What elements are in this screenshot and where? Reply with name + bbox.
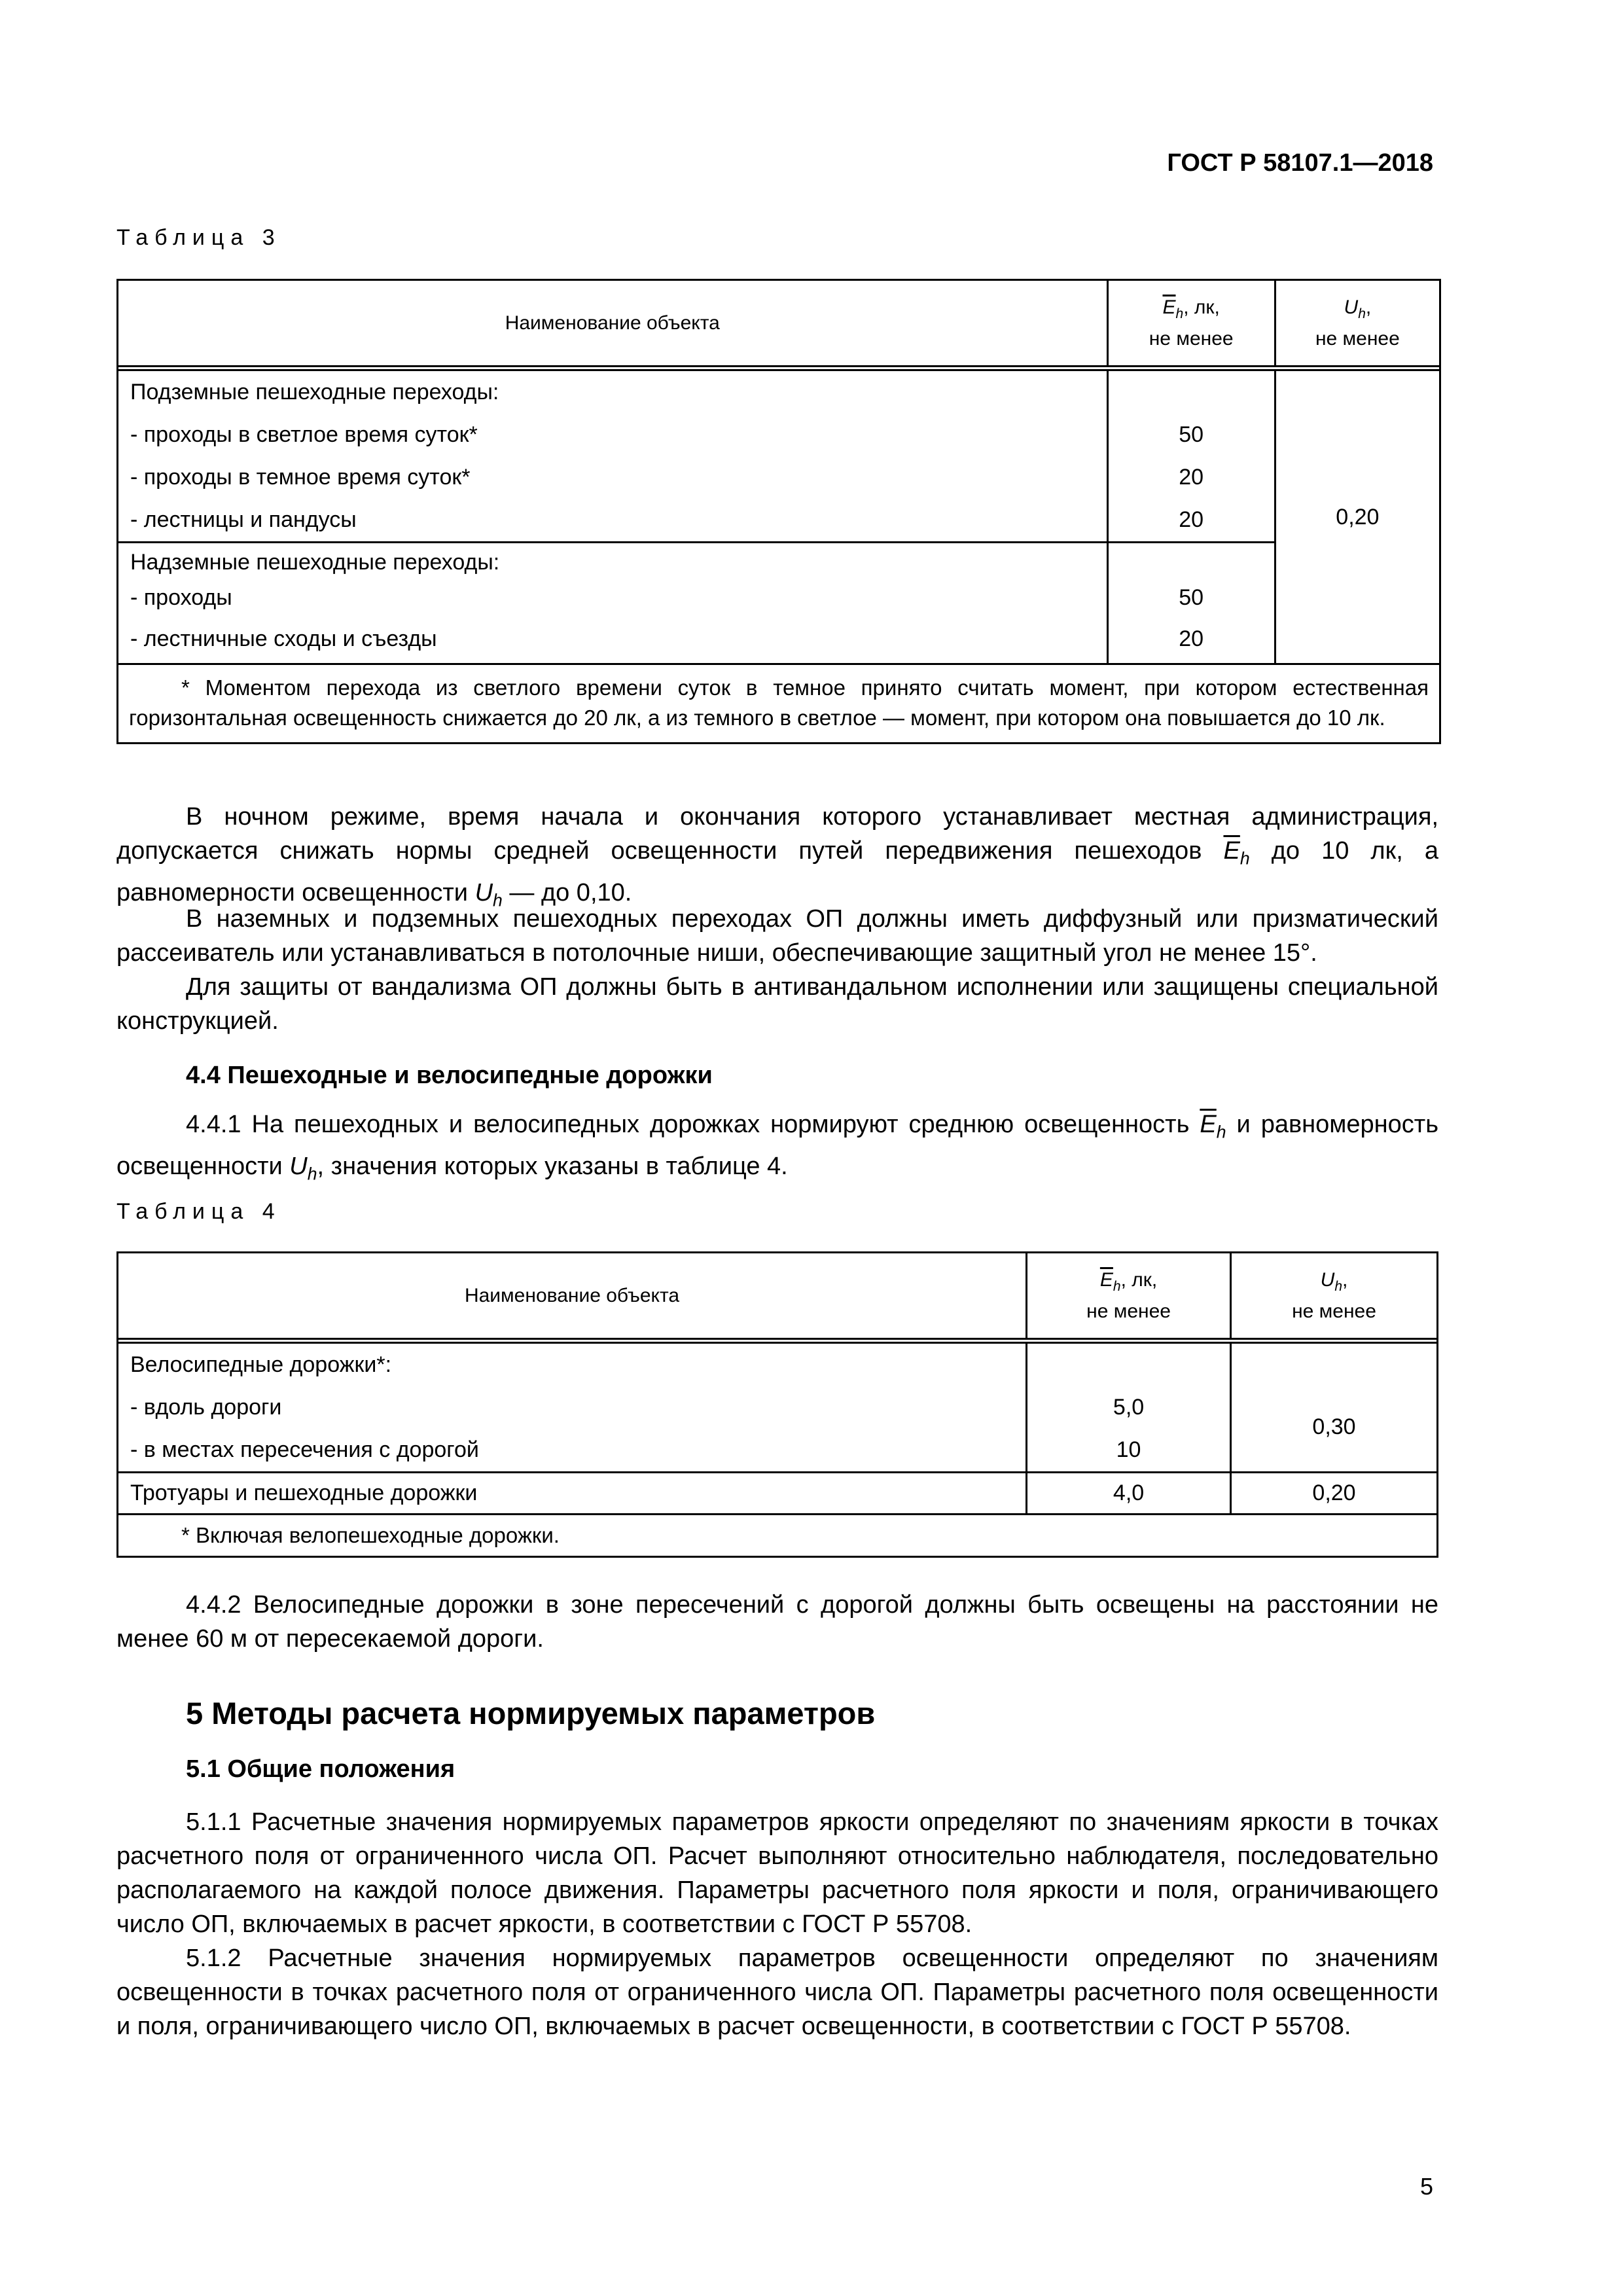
table3-group2-title: Надземные пешеходные переходы: <box>130 549 500 575</box>
list-item: - проходы в светлое время суток* <box>130 422 478 447</box>
table-cell: 20 <box>1179 465 1204 490</box>
table3-caption: Таблица 3 <box>116 225 281 250</box>
list-item: - лестничные сходы и съезды <box>130 626 437 651</box>
table3-group1-values <box>1107 370 1275 543</box>
table3-group1 <box>118 370 1108 543</box>
paragraph-4-4-1: 4.4.1 На пешеходных и велосипедных дорожках нормируют среднюю освещенность $\overline{E}_h$ и равномерность освещенности $U_h$, значения которых указаны в таблице 4. <box>116 1111 1438 1184</box>
table4-caption: Таблица 4 <box>116 1199 281 1224</box>
paragraph-5-1-1: 5.1.1 Расчетные значения нормируемых параметров яркости определяют по значениям яркости в точках расчетного поля от ограниченного числа ОП. Расчет выполняют относительно наблюдателя, последовательно располагаемого на каждой полосе движения. Параметры расчетного поля яркости и поля, ограничивающего число ОП, включаемых в расчет яркости, в соответствии с ГОСТ Р 55708. <box>116 1808 1438 1938</box>
section-4-4-heading: 4.4 Пешеходные и велосипедные дорожки <box>186 1062 713 1089</box>
table-cell: 4,0 <box>1027 1473 1231 1515</box>
paragraph-night-mode: В ночном режиме, время начала и окончания которого устанавливает местная администрация, допускается снижать нормы средней освещенности путей передвижения пешеходов $\overline{E}_h$ до 10 лк, а равномерности освещенности $U_h$ — до 0,10. <box>116 803 1438 910</box>
section-5-1-heading: 5.1 Общие положения <box>186 1755 455 1783</box>
list-item: - в местах пересечения с дорогой <box>130 1437 479 1462</box>
page-number: 5 <box>1419 2173 1433 2200</box>
table4-group1-uniformity: 0,30 <box>1231 1343 1438 1473</box>
table4-group1 <box>118 1343 1027 1473</box>
table3-uniformity-value: 0,20 <box>1275 370 1440 664</box>
table3-group2 <box>118 543 1108 664</box>
table3 <box>116 279 1441 744</box>
table4-col-name: Наименование объекта <box>118 1253 1027 1339</box>
list-item: - лестницы и пандусы <box>130 507 357 532</box>
table4-col-uniformity: $U_h$, не менее <box>1231 1253 1438 1339</box>
table4 <box>116 1251 1438 1558</box>
section-5-heading: 5 Методы расчета нормируемых параметров <box>186 1696 876 1731</box>
table-cell: 20 <box>1179 626 1204 651</box>
table-cell: Тротуары и пешеходные дорожки <box>118 1473 1027 1515</box>
paragraph-5-1-2: 5.1.2 Расчетные значения нормируемых параметров освещенности определяют по значениям освещенности в точках расчетного поля от ограниченного числа ОП. Параметры расчетного поля освещенности и поля, ограничивающего число ОП, включаемых в расчет освещенности, в соответствии с ГОСТ Р 55708. <box>116 1945 1438 2040</box>
table-cell: 50 <box>1179 422 1204 447</box>
list-item: - проходы <box>130 584 232 610</box>
table-cell: 50 <box>1179 584 1204 610</box>
table-cell: 10 <box>1116 1437 1141 1462</box>
list-item: - проходы в темное время суток* <box>130 465 471 490</box>
table-cell: 20 <box>1179 507 1204 532</box>
paragraph-crossings: В наземных и подземных пешеходных переходах ОП должны иметь диффузный или призматический рассеиватель или устанавливаться в потолочные ниши, обеспечивающие защитный угол не менее 15°. <box>116 905 1438 967</box>
table-cell: 0,20 <box>1231 1473 1438 1515</box>
paragraph-vandalism: Для защиты от вандализма ОП должны быть в антивандальном исполнении или защищены специальной конструкцией. <box>116 973 1438 1035</box>
list-item: - вдоль дороги <box>130 1395 282 1420</box>
paragraph-4-4-2: 4.4.2 Велосипедные дорожки в зоне пересечений с дорогой должны быть освещены на расстоянии не менее 60 м от пересекаемой дороги. <box>116 1591 1438 1653</box>
table4-group1-values <box>1027 1343 1231 1473</box>
table4-footnote: * Включая велопешеходные дорожки. <box>118 1515 1438 1557</box>
document-code: ГОСТ Р 58107.1—2018 <box>1167 149 1433 177</box>
table3-col-name: Наименование объекта <box>118 280 1108 367</box>
table-row <box>118 1473 1438 1515</box>
table4-col-illuminance: $\overline{E}_h$, лк, не менее <box>1027 1253 1231 1339</box>
table-cell: 5,0 <box>1113 1395 1145 1420</box>
table3-col-illuminance: $\overline{E}_h$, лк, не менее <box>1107 280 1275 367</box>
table3-group2-values <box>1107 543 1275 664</box>
table3-group1-title: Подземные пешеходные переходы: <box>130 380 499 404</box>
table4-group1-title: Велосипедные дорожки*: <box>130 1352 392 1377</box>
table3-footnote: * Моментом перехода из светлого времени суток в темное принято считать момент, при котором естественная горизонтальная освещенность снижается до 20 лк, а из темного в светлое — момент, при котором она повышается до 10 лк. <box>118 664 1440 744</box>
table3-col-uniformity: $U_h$, не менее <box>1275 280 1440 367</box>
